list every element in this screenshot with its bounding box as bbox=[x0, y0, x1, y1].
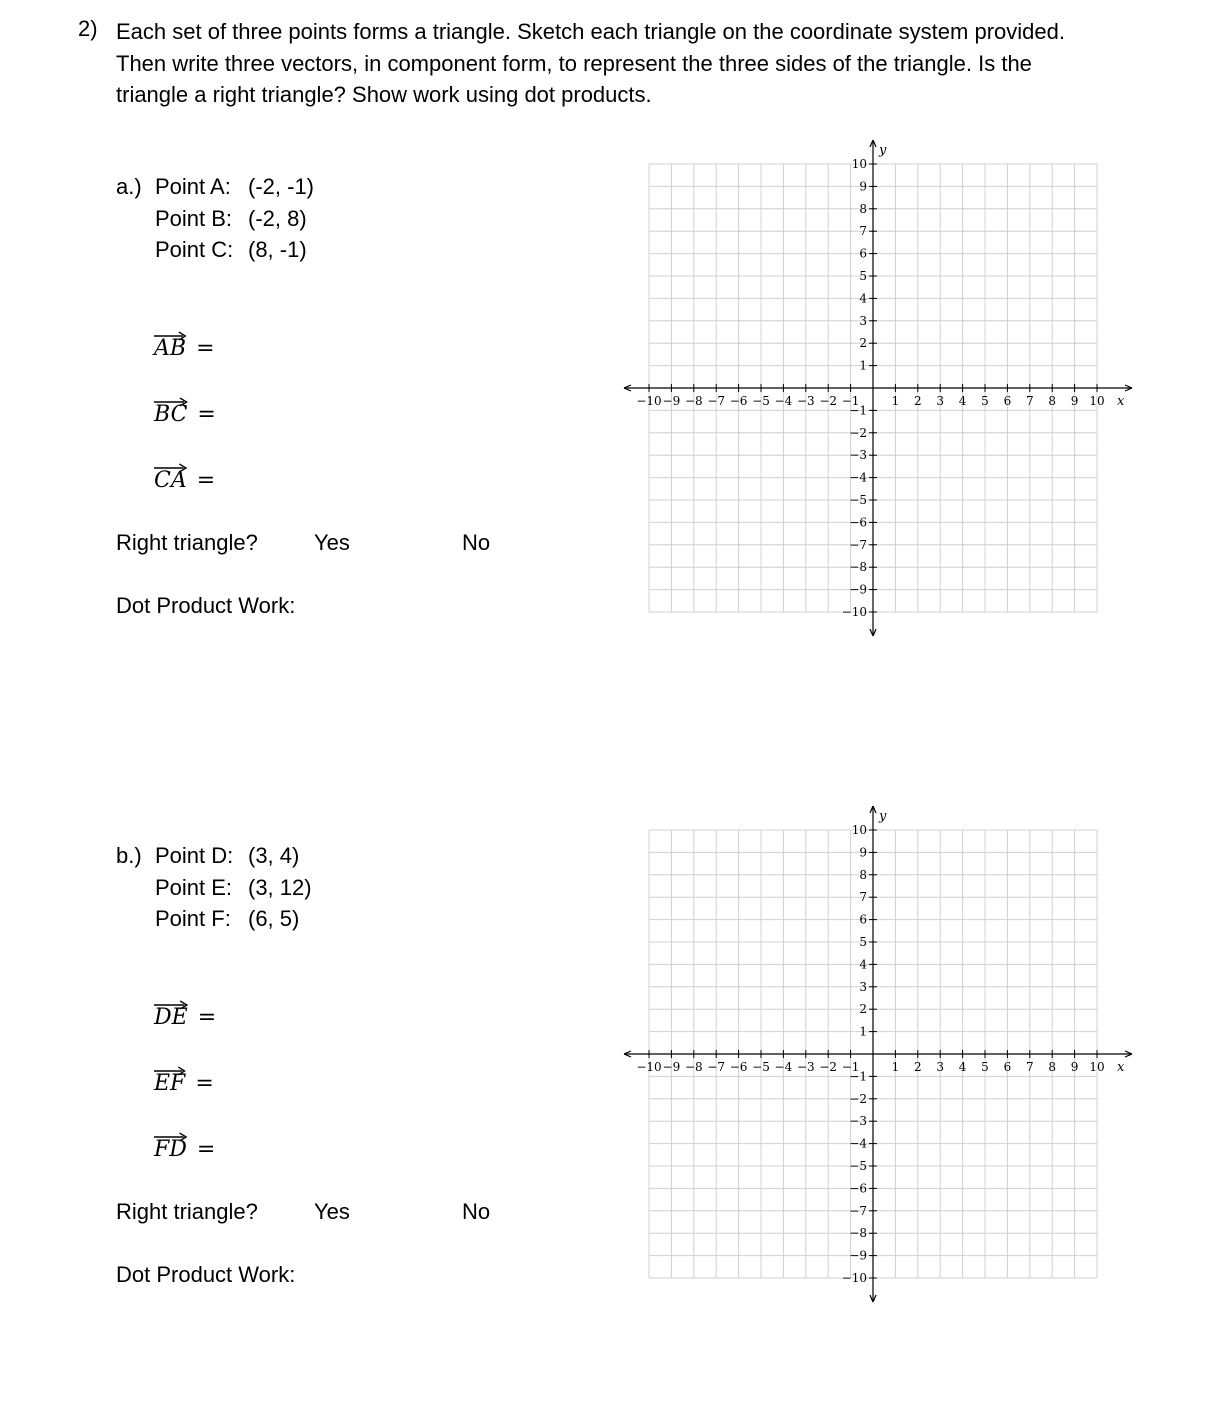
y-tick-label: −1 bbox=[849, 1069, 867, 1084]
dot-product-work-label: Dot Product Work: bbox=[116, 1262, 296, 1287]
y-tick-label: 4 bbox=[859, 291, 867, 306]
y-tick-label: −3 bbox=[849, 448, 867, 463]
y-tick-label: 2 bbox=[859, 1002, 867, 1017]
y-tick-label: 5 bbox=[859, 935, 867, 949]
x-tick-label: −1 bbox=[841, 1060, 860, 1074]
x-tick-label: 6 bbox=[1003, 1060, 1012, 1074]
part-label: b.) bbox=[116, 843, 142, 868]
y-tick-label: 10 bbox=[851, 157, 867, 171]
y-axis-label: y bbox=[879, 809, 887, 824]
yes-option[interactable]: Yes bbox=[314, 530, 350, 555]
yes-option[interactable]: Yes bbox=[314, 1199, 350, 1224]
coordinate-grid[interactable] bbox=[620, 802, 1140, 1307]
y-tick-label: 3 bbox=[859, 313, 867, 328]
vector-ca-name: CA bbox=[154, 468, 187, 493]
y-tick-label: −4 bbox=[849, 1136, 867, 1151]
point-c-coord: (8, -1) bbox=[248, 237, 307, 262]
point-b-name: Point B: bbox=[155, 206, 233, 231]
x-tick-label: −1 bbox=[841, 394, 860, 408]
dot-product-work-label: Dot Product Work: bbox=[116, 593, 296, 618]
x-tick-label: 6 bbox=[1003, 394, 1012, 408]
x-tick-label: −4 bbox=[774, 1060, 793, 1074]
x-tick-label: 10 bbox=[1089, 394, 1105, 408]
y-tick-label: 6 bbox=[859, 246, 867, 261]
point-e-name: Point E: bbox=[155, 875, 233, 900]
vector-bc-name: BC bbox=[154, 402, 188, 427]
x-tick-label: 5 bbox=[981, 1060, 989, 1074]
y-tick-label: 8 bbox=[859, 201, 867, 216]
vector-ef-name: EF bbox=[154, 1071, 186, 1096]
y-tick-label: −9 bbox=[849, 1248, 867, 1263]
vector-de-name: DE bbox=[154, 1005, 188, 1030]
y-tick-label: 2 bbox=[859, 336, 867, 351]
x-tick-label: −2 bbox=[819, 394, 838, 408]
x-tick-label: 3 bbox=[936, 1060, 945, 1074]
y-axis-label: y bbox=[879, 143, 887, 158]
question-number: 2) bbox=[78, 16, 98, 41]
x-tick-label: −9 bbox=[662, 1060, 681, 1074]
x-tick-label: 2 bbox=[913, 1060, 922, 1074]
y-tick-label: 6 bbox=[859, 912, 867, 927]
x-tick-label: −3 bbox=[796, 394, 815, 408]
x-tick-label: −5 bbox=[752, 394, 770, 408]
y-tick-label: −6 bbox=[849, 1181, 867, 1196]
x-tick-label: 4 bbox=[958, 1060, 967, 1074]
x-tick-label: 8 bbox=[1048, 394, 1057, 408]
y-tick-label: 10 bbox=[851, 823, 867, 837]
no-option[interactable]: No bbox=[462, 1199, 491, 1224]
x-tick-label: −7 bbox=[707, 394, 726, 408]
y-tick-label: −1 bbox=[849, 403, 867, 418]
x-tick-label: 1 bbox=[891, 394, 900, 408]
vector-arrow-icon bbox=[154, 1133, 187, 1141]
y-tick-label: −8 bbox=[849, 560, 867, 575]
y-tick-label: −8 bbox=[849, 1226, 867, 1241]
x-tick-label: 2 bbox=[913, 394, 922, 408]
vector-arrow-icon bbox=[154, 1067, 185, 1075]
point-c-name: Point C: bbox=[155, 237, 234, 262]
vector-fd-name: FD bbox=[154, 1137, 187, 1162]
y-tick-label: 7 bbox=[859, 224, 867, 239]
vector-ab-name: AB bbox=[154, 336, 187, 361]
x-tick-label: −3 bbox=[796, 1060, 815, 1074]
coordinate-grid[interactable] bbox=[620, 136, 1140, 641]
vector-ef-label bbox=[154, 1067, 214, 1096]
equals-sign: = bbox=[197, 1005, 217, 1030]
point-f-name: Point F: bbox=[155, 906, 231, 931]
equals-sign: = bbox=[196, 468, 216, 493]
x-tick-label: 10 bbox=[1089, 1060, 1105, 1074]
point-a-name: Point A: bbox=[155, 174, 231, 199]
equals-sign: = bbox=[197, 402, 216, 427]
x-axis-label: x bbox=[1117, 1060, 1125, 1075]
y-tick-label: 9 bbox=[859, 845, 867, 860]
vector-arrow-icon bbox=[154, 1001, 188, 1009]
y-tick-label: 4 bbox=[859, 957, 867, 972]
x-tick-label: 7 bbox=[1025, 1060, 1034, 1074]
right-triangle-prompt: Right triangle? bbox=[116, 1199, 258, 1224]
x-tick-label: 7 bbox=[1025, 394, 1034, 408]
y-tick-label: −5 bbox=[849, 493, 867, 507]
x-tick-label: 8 bbox=[1048, 1060, 1057, 1074]
point-f-coord: (6, 5) bbox=[248, 906, 300, 931]
x-tick-label: −5 bbox=[752, 1060, 770, 1074]
y-tick-label: 1 bbox=[859, 1024, 867, 1039]
y-tick-label: −9 bbox=[849, 582, 867, 597]
x-tick-label: −10 bbox=[636, 1060, 662, 1074]
x-tick-label: 9 bbox=[1070, 1060, 1079, 1074]
vector-de-label bbox=[154, 1001, 216, 1030]
x-tick-label: −7 bbox=[707, 1060, 726, 1074]
vector-ca-label bbox=[154, 464, 215, 493]
x-tick-label: −2 bbox=[819, 1060, 838, 1074]
x-tick-label: 5 bbox=[981, 394, 989, 408]
x-tick-label: −6 bbox=[729, 394, 748, 408]
right-triangle-prompt: Right triangle? bbox=[116, 530, 258, 555]
point-b-coord: (-2, 8) bbox=[248, 206, 307, 231]
prompt-line-1: Each set of three points forms a triangle. Sketch each triangle on the coordinate system provided. bbox=[116, 19, 1065, 44]
y-tick-label: −2 bbox=[849, 1091, 867, 1106]
vector-arrow-icon bbox=[154, 464, 187, 472]
vector-bc-label bbox=[154, 398, 216, 427]
vector-fd-label bbox=[154, 1133, 215, 1162]
x-axis-label: x bbox=[1117, 394, 1125, 409]
y-tick-label: −7 bbox=[849, 1203, 867, 1218]
part-label: a.) bbox=[116, 174, 142, 199]
point-e-coord: (3, 12) bbox=[248, 875, 312, 900]
prompt-line-2: Then write three vectors, in component form, to represent the three sides of the triangle. Is the bbox=[116, 50, 1032, 76]
y-tick-label: 9 bbox=[859, 179, 867, 194]
x-tick-label: −8 bbox=[684, 394, 703, 408]
y-tick-label: −10 bbox=[841, 1271, 867, 1285]
y-tick-label: −10 bbox=[841, 605, 867, 619]
equals-sign: = bbox=[195, 1071, 214, 1096]
y-tick-label: 5 bbox=[859, 269, 867, 283]
x-tick-label: 4 bbox=[958, 394, 967, 408]
y-tick-label: −7 bbox=[849, 537, 867, 552]
x-tick-label: 3 bbox=[936, 394, 945, 408]
x-tick-label: −10 bbox=[636, 394, 662, 408]
y-tick-label: 7 bbox=[859, 890, 867, 905]
no-option[interactable]: No bbox=[462, 530, 491, 555]
x-tick-label: −9 bbox=[662, 394, 681, 408]
vector-ab-label bbox=[154, 332, 215, 361]
equals-sign: = bbox=[196, 1137, 216, 1162]
y-tick-label: −4 bbox=[849, 470, 867, 485]
y-tick-label: 8 bbox=[859, 867, 867, 882]
x-tick-label: 1 bbox=[891, 1060, 900, 1074]
x-tick-label: −4 bbox=[774, 394, 793, 408]
x-tick-label: −6 bbox=[729, 1060, 748, 1074]
y-tick-label: 3 bbox=[859, 979, 867, 994]
y-tick-label: −5 bbox=[849, 1159, 867, 1173]
vector-arrow-icon bbox=[154, 398, 187, 406]
point-d-coord: (3, 4) bbox=[248, 843, 300, 868]
part-b bbox=[0, 669, 1225, 1339]
y-tick-label: 1 bbox=[859, 358, 867, 373]
y-tick-label: −2 bbox=[849, 425, 867, 440]
vector-arrow-icon bbox=[154, 332, 186, 340]
prompt-line-3: triangle a right triangle? Show work using dot products. bbox=[116, 82, 652, 107]
y-tick-label: −6 bbox=[849, 515, 867, 530]
equals-sign: = bbox=[196, 336, 215, 361]
x-tick-label: −8 bbox=[684, 1060, 703, 1074]
y-tick-label: −3 bbox=[849, 1114, 867, 1129]
point-a-coord: (-2, -1) bbox=[248, 174, 314, 199]
x-tick-label: 9 bbox=[1070, 394, 1079, 408]
part-a bbox=[0, 0, 1225, 670]
point-d-name: Point D: bbox=[155, 843, 234, 868]
